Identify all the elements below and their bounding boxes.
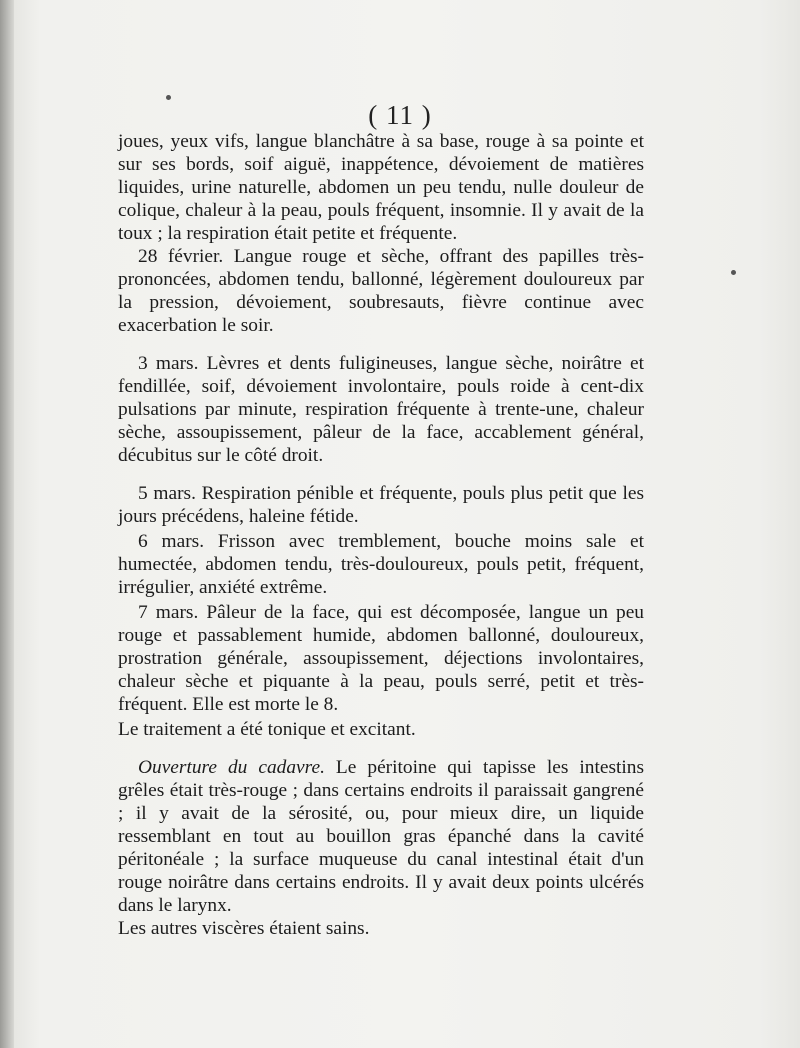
paragraph-ouverture-text: Le péritoine qui tapisse les intestins grêles était très-rouge ; dans certains endroits il paraissait gangrené ; il y avait de la sérosité, ou, pour mieux dire, un liquide ressemblant en tout au bouillon gras épanché dans la cavité péritonéale ; la surface muqueuse du canal intestinal était d'un rouge noirâtre dans certains endroits. Il y avait deux points ulcérés dans le larynx.: [118, 757, 645, 916]
page-number: ( 11 ): [368, 100, 432, 130]
paragraph-conclusion: Les autres viscères étaient sains.: [118, 918, 370, 939]
paragraph-3-mars: 3 mars. Lèvres et dents fuligineuses, langue sèche, noirâtre et fendillée, soif, dévoiement involontaire, pouls roide à cent-dix pulsations par minute, respiration fréquente à trente-une, chaleur sèche, assoupissement, pâleur de la face, accablement général, décubitus sur le côté droit.: [118, 353, 644, 466]
ink-speck: [731, 270, 736, 275]
paragraph-28-fevrier: 28 février. Langue rouge et sèche, offrant des papilles très-prononcées, abdomen tendu, ballonné, légèrement douloureux par la pression, dévoiement, soubresauts, fièvre continue avec exacerbation le soir.: [118, 246, 644, 336]
page-spine-shadow: [0, 0, 14, 1048]
paragraph-traitement: Le traitement a été tonique et excitant.: [118, 719, 416, 740]
section-lead-italic: Ouverture du cadavre.: [138, 757, 325, 778]
body-text: [118, 130, 644, 940]
paragraph-continuation: joues, yeux vifs, langue blanchâtre à sa base, rouge à sa pointe et sur ses bords, soif aiguë, inappétence, dévoiement de matières liquides, urine naturelle, abdomen un peu tendu, nulle douleur de colique, chaleur à la peau, pouls fréquent, insomnie. Il y avait de la toux ; la respiration était petite et fréquente.: [118, 131, 644, 244]
paragraph-5-mars: 5 mars. Respiration pénible et fréquente, pouls plus petit que les jours précédens, haleine fétide.: [118, 483, 644, 527]
paragraph-ouverture: [118, 756, 644, 917]
paragraph-6-mars: 6 mars. Frisson avec tremblement, bouche moins sale et humectée, abdomen tendu, très-douloureux, pouls petit, fréquent, irrégulier, anxiété extrême.: [118, 531, 644, 598]
paragraph-7-mars: 7 mars. Pâleur de la face, qui est décomposée, langue un peu rouge et passablement humide, abdomen ballonné, douloureux, prostration générale, assoupissement, déjections involontaires, chaleur sèche et piquante à la peau, pouls serré, petit et très-fréquent. Elle est morte le 8.: [118, 602, 644, 715]
